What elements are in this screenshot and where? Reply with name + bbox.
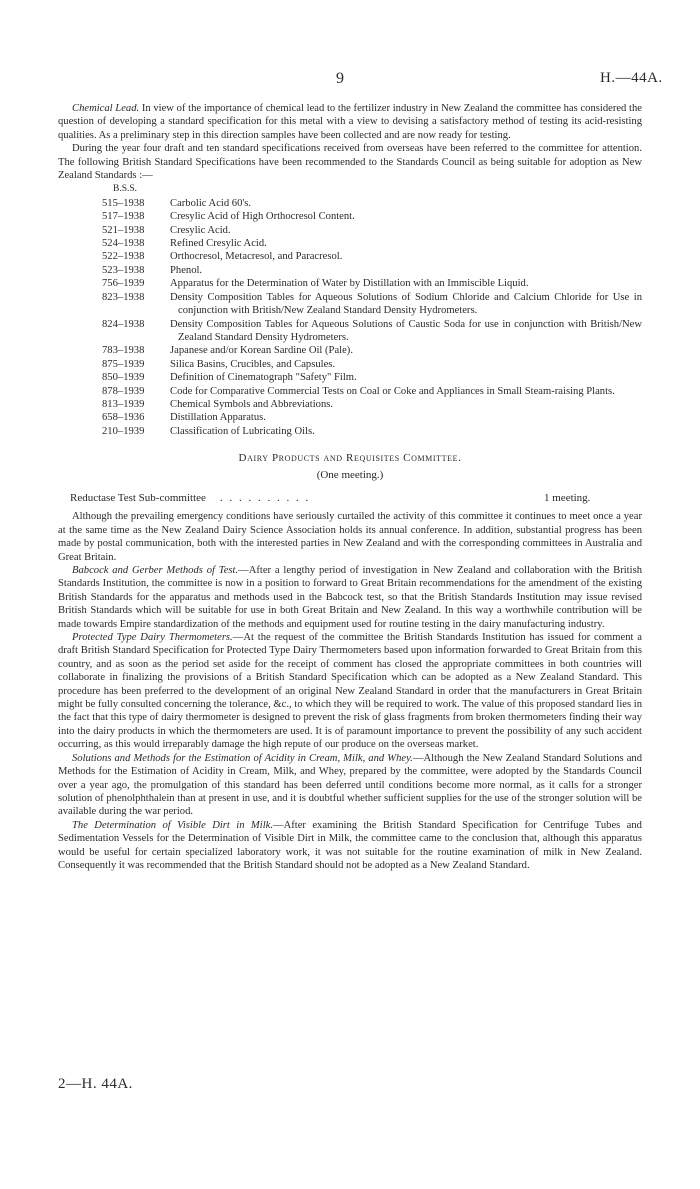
standard-code: 783–1938 xyxy=(102,345,145,357)
chemical-lead-heading: Chemical Lead. xyxy=(72,103,140,114)
standard-row xyxy=(102,291,642,318)
section-heading: Babcock and Gerber Methods of Test. xyxy=(72,565,239,576)
standard-title: Cresylic Acid. xyxy=(170,224,231,236)
standard-title: Cresylic Acid of High Orthocresol Content. xyxy=(170,211,355,223)
standard-row xyxy=(102,224,642,237)
standard-code: 875–1939 xyxy=(102,358,145,370)
standard-code: 515–1938 xyxy=(102,197,145,209)
standard-row xyxy=(102,398,642,411)
standards-list xyxy=(58,197,642,438)
dairy-meetings: (One meeting.) xyxy=(316,468,384,481)
dairy-committee-heading: Dairy Products and Requisites Committee. xyxy=(238,452,462,465)
page-number: 9 xyxy=(336,70,344,87)
standard-title: Definition of Cinematograph "Safety" Film. xyxy=(170,372,357,384)
subcommittee-name: Reductase Test Sub-committee xyxy=(70,491,206,504)
standard-code: 823–1938 xyxy=(102,291,145,303)
standard-code: 517–1938 xyxy=(102,211,145,223)
standard-row xyxy=(102,344,642,357)
dairy-intro-paragraph: Although the prevailing emergency conditions have seriously curtailed the activity of this committee it continues to meet once a year at the same time as the New Zealand Dairy Science Association holds its annual conference. In addition, substantial progress has been made by postal communication, both with the interested parties in New Zealand and with the corresponding committees in Australia and Great Britain. xyxy=(58,511,642,563)
standard-row xyxy=(102,371,642,384)
standard-row xyxy=(102,411,642,424)
standard-code: 813–1939 xyxy=(102,398,145,410)
standard-code: 524–1938 xyxy=(102,238,145,250)
subcommittee-row xyxy=(70,492,642,505)
section-text: —After examining the British Standard Specification for Centrifuge Tubes and Sedimentation Vessels for the Determination of Visible Dirt in Milk, the committee came to the conclusion that, although this apparatus would be useful for certain specialized laboratory work, it was not suitable for the routine examination of milk in New Zealand. Consequently it was recommended that the British Standard should not be adopted as a New Zealand Standard. xyxy=(58,819,642,871)
standard-code: 824–1938 xyxy=(102,318,145,330)
page-body xyxy=(58,102,642,872)
document-id: H.—44A. xyxy=(600,70,663,86)
standard-title: Phenol. xyxy=(170,264,203,276)
bss-heading: B.S.S. xyxy=(113,184,138,195)
standard-title: Density Composition Tables for Aqueous Solutions of Sodium Chloride and Calcium Chloride for Use in conjunction with British/New Zealand Standard Density Hydrometers. xyxy=(170,291,642,317)
section-heading: Solutions and Methods for the Estimation of Acidity in Cream, Milk, and Whey. xyxy=(72,752,413,764)
standard-code: 878–1939 xyxy=(102,385,145,397)
standard-code: 756–1939 xyxy=(102,278,145,290)
section-paragraph xyxy=(58,752,642,819)
section-heading: The Determination of Visible Dirt in Milk. xyxy=(72,819,273,831)
year-summary-paragraph: During the year four draft and ten standard specifications received from overseas have been referred to the committee for attention. The following British Standard Specifications have been recommended to the Standards Council as being suitable for adoption as New Zealand Standards :— xyxy=(58,143,642,182)
section-paragraph xyxy=(58,564,642,631)
standard-title: Japanese and/or Korean Sardine Oil (Pale). xyxy=(170,345,353,357)
subcommittee-dots: . . . . . . . . . . xyxy=(220,491,311,504)
standard-code: 521–1938 xyxy=(102,224,145,236)
page-footer-signature: 2—H. 44A. xyxy=(58,1076,133,1092)
section-text: —Although the New Zealand Standard Solutions and Methods for the Estimation of Acidity in Cream, Milk, and Whey, prepared by the committee, were adopted by the Standards Council over a year ago, the promulgation of this standard has been deferred until conditions become more normal, as it calls for a stronger solution of phenolphthalein than at present in use, and it is doubtful whether sufficient supplies for the use of the stronger solution will be available during the war period. xyxy=(58,752,642,818)
section-text: —At the request of the committee the British Standards Institution has issued for comment a draft British Standard Specification for Protected Type Dairy Thermometers based upon information forwarded to Great Britain from this country, and as soon as the period set aside for the receipt of comment has closed the appropriate committees in both countries will collaborate in finalizing the provisions of a British Standard Specification which can be adopted as a New Zealand Standard. This procedure has been preferred to the development of an original New Zealand Standard in order that the manufacturers in Great Britain might be fully consulted concerning the tolerance, &c., to which they will be required to work. The value of this proposed standard lies in the fact that this type of dairy thermometer is designed to prevent the risk of glass fragments from broken thermometers finding their way into the dairy products in which the thermometers are used. It is of paramount importance to prevent the possibility of any such accident occurring, as this would irreparably damage the high repute of our produce on the overseas market. xyxy=(58,632,643,751)
standard-title: Refined Cresylic Acid. xyxy=(170,238,267,250)
standard-code: 850–1939 xyxy=(102,372,145,384)
standard-row xyxy=(102,277,642,290)
standard-title: Distillation Apparatus. xyxy=(170,412,266,424)
standard-code: 658–1936 xyxy=(102,412,145,424)
section-paragraph xyxy=(58,631,642,752)
standard-title: Apparatus for the Determination of Water by Distillation with an Immiscible Liquid. xyxy=(170,278,529,290)
standard-row xyxy=(102,264,642,277)
standard-code: 210–1939 xyxy=(102,425,145,437)
standard-row xyxy=(102,197,642,210)
standard-row xyxy=(102,237,642,250)
standard-code: 523–1938 xyxy=(102,264,145,276)
standard-code: 522–1938 xyxy=(102,251,145,263)
standard-title: Carbolic Acid 60's. xyxy=(170,197,252,209)
standard-title: Classification of Lubricating Oils. xyxy=(170,425,315,437)
section-text: —After a lengthy period of investigation in New Zealand and collaboration with the British Standards Institution, the committee is now in a position to forward to Great Britain recommendations for the amendment of the existing British Standards for the apparatus and methods used in the Babcock test, so that the British Standards Institution may issue revised British Standards which will be suitable for use in both Great Britain and New Zealand. In this way a worthwhile contribution will be made towards Empire standardization of the methods and equipment used for routine testing in the dairy manufacturing industry. xyxy=(58,565,642,630)
chemical-lead-paragraph xyxy=(58,102,642,142)
standard-title: Orthocresol, Metacresol, and Paracresol. xyxy=(170,251,343,263)
standard-title: Silica Basins, Crucibles, and Capsules. xyxy=(170,358,336,370)
subcommittee-meetings: 1 meeting. xyxy=(544,491,591,504)
standard-row xyxy=(102,425,642,438)
chemical-lead-text: In view of the importance of chemical lead to the fertilizer industry in New Zealand the committee has considered the question of developing a standard specification for this metal with a view to devising a satisfactory method of testing its acid-resisting qualities. As a preliminary step in this direction samples have been collected and are now ready for testing. xyxy=(58,103,642,141)
section-paragraph xyxy=(58,819,642,873)
standard-row xyxy=(102,358,642,371)
standard-title: Chemical Symbols and Abbreviations. xyxy=(170,398,334,410)
standard-row xyxy=(102,385,642,398)
standard-row xyxy=(102,318,642,345)
standard-row xyxy=(102,210,642,223)
standard-title: Density Composition Tables for Aqueous Solutions of Caustic Soda for use in conjunction with British/New Zealand Standard Density Hydrometers. xyxy=(170,318,642,343)
standard-row xyxy=(102,250,642,263)
section-heading: Protected Type Dairy Thermometers. xyxy=(72,632,233,644)
standard-title: Code for Comparative Commercial Tests on Coal or Coke and Appliances in Small Steam-raising Plants. xyxy=(170,385,615,397)
